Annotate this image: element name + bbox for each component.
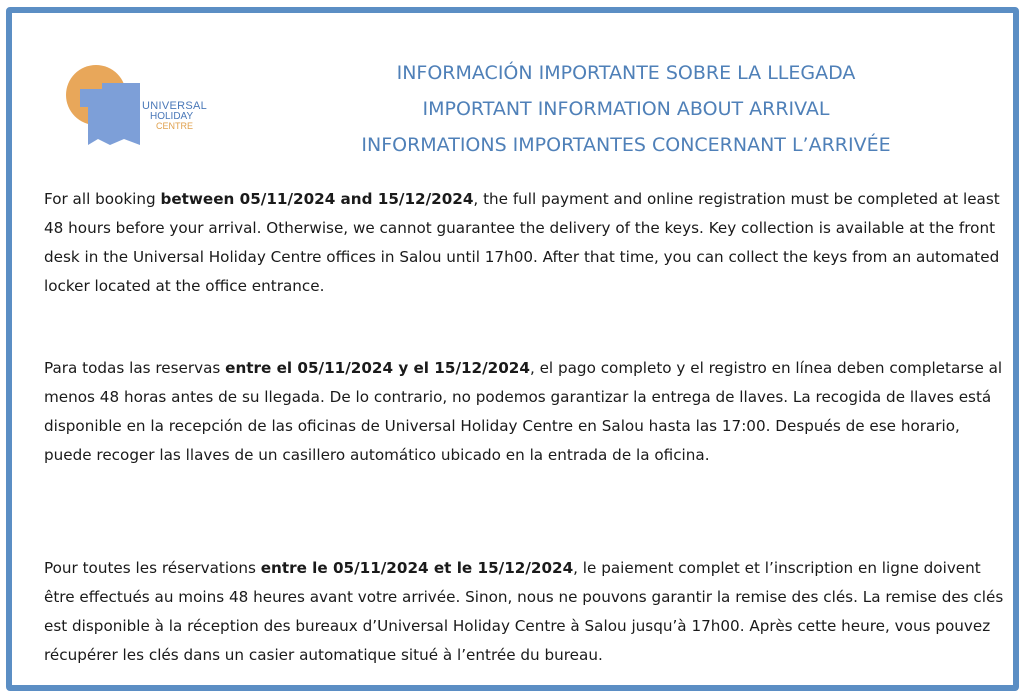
paragraph-spanish-intro: Para todas las reservas (44, 359, 226, 377)
paragraph-spanish (44, 354, 1004, 470)
paragraph-french (44, 554, 1004, 670)
paragraph-french-intro: Pour toutes les réservations (44, 559, 261, 577)
logo-building-shape (80, 83, 140, 145)
paragraph-french-dates: entre le 05/11/2024 et le 15/12/2024 (260, 559, 574, 577)
title-spanish: INFORMACIÓN IMPORTANTE SOBRE LA LLEGADA (396, 62, 856, 84)
paragraph-english-intro: For all booking (44, 190, 161, 208)
logo-line-2: HOLIDAY (150, 111, 194, 122)
paragraph-spanish-body: , el pago completo y el registro en línea deben completarse al menos 48 horas antes de su llegada. De lo contrario, no podemos garantizar la entrega de llaves. La recogida de llaves está disponible en la recepción de las oficinas de Universal Holiday Centre en Salou hasta las 17:00. Después de ese horario, puede recoger las llaves de un casillero automático ubicado en la entrada de la oficina. (44, 359, 1003, 464)
title-english: IMPORTANT INFORMATION ABOUT ARRIVAL (422, 98, 830, 120)
paragraph-english-body: , the full payment and online registration must be completed at least 48 hours before your arrival. Otherwise, we cannot guarantee the delivery of the keys. Key collection is available at the front desk in the Universal Holiday Centre offices in Salou until 17h00. After that time, you can collect the keys from an automated locker located at the office entrance. (44, 190, 1000, 295)
logo-line-3: CENTRE (156, 121, 194, 131)
paragraph-french-body: , le paiement complet et l’inscription en ligne doivent être effectués au moins 48 heures avant votre arrivée. Sinon, nous ne pouvons garantir la remise des clés. La remise des clés est disponible à la réception des bureaux d’Universal Holiday Centre à Salou jusqu’à 17h00. Après cette heure, vous pouvez récupérer les clés dans un casier automatique situé à l’entrée du bureau. (44, 559, 1004, 664)
paragraph-spanish-dates: entre el 05/11/2024 y el 15/12/2024 (225, 359, 530, 377)
paragraph-english (44, 185, 1004, 301)
logo-wordmark (142, 101, 207, 131)
universal-holiday-centre-logo (58, 59, 218, 159)
logo-line-1: UNIVERSAL (142, 100, 208, 112)
title-french: INFORMATIONS IMPORTANTES CONCERNANT L’ARRIVÉE (361, 134, 891, 156)
paragraph-english-dates: between 05/11/2024 and 15/12/2024 (160, 190, 474, 208)
notice-title (252, 55, 1000, 163)
notice-frame (6, 7, 1019, 691)
